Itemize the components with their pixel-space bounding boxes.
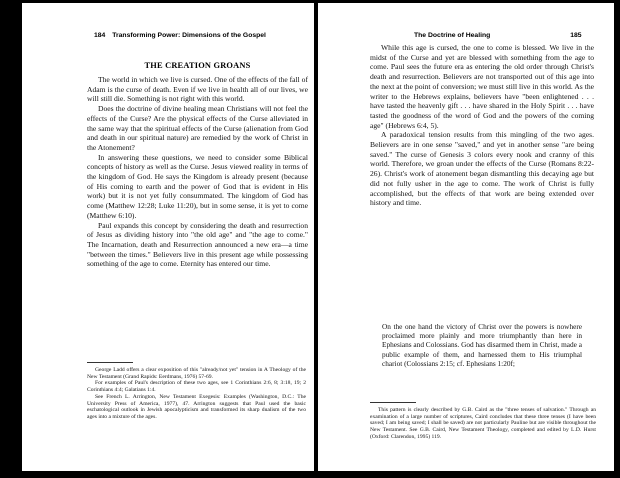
footnote-rule <box>370 402 416 403</box>
right-page <box>318 3 614 471</box>
left-footnotes <box>87 357 306 421</box>
paragraph: Paul expands this concept by considering the death and resurrection of Jesus as dividing history into "the old age" and "the age to come." The Incarnation, death and Resurrection announced a new era—a time "between the times." Believers live in this present age while possessing something of the age to come. Eternity has entered our time. <box>87 220 308 269</box>
right-page-number: 185 <box>570 32 582 39</box>
left-page-number: 184 <box>94 32 106 39</box>
block-quote <box>382 322 582 368</box>
footnote: This pattern is clearly described by G.B. Caird as the "three tenses of salvation." Through an examination of a large number of scriptures, Caird concludes that these three tenses (I have been saved; I am being saved; I shall be saved) are not particularly Pauline but are visible throughout the New Testament. See G.B. Caird, New Testament Theology, completed and edited by L.D. Hurst (Oxford: Clarendon, 1995) 119. <box>370 407 596 440</box>
right-body <box>370 43 594 208</box>
paragraph: A paradoxical tension results from this mingling of the two ages. Believers are in one sense "saved," and yet in another sense "are being saved." The curse of Genesis 3 colors every nook and cranny of this world. Therefore, we groan under the effects of the Curse (Romans 8:22-26). Christ's work of atonement began dismantling this decaying age but did not fully usher in the age to come. The work of Christ is fully accomplished, but the effects of that work are being extended over history and time. <box>370 130 594 208</box>
left-running-head-title: Transforming Power: Dimensions of the Gospel <box>112 32 266 39</box>
paragraph: While this age is cursed, the one to come is blessed. We live in the midst of the Curse and yet are blessed with something from the age to come. Paul sees the future era as entering the old order through Christ's death and resurrection. Believers are not transported out of this age into the next at the point of conversion; we must still live in this world. As the writer to the Hebrews explains, believers have "been enlightened . . . have tasted the heavenly gift . . . have shared in the Holy Spirit . . . have tasted the goodness of the word of God and the powers of the coming age" (Hebrews 6:4, 5). <box>370 43 594 130</box>
footnote: See French L. Arrington, New Testament Exegesis: Examples (Washington, D.C.: The University Press of America, 1977), 47. Arrington suggests that Paul used the basic eschatological outlook in Jewish apocalypticism and transformed its sharp dualism of the two ages into a mixture of the ages. <box>87 393 306 420</box>
footnote: George Ladd offers a clear exposition of this "already/not yet" tension in A Theology of the New Testament (Grand Rapids: Eerdmans, 1976) 57-69. <box>87 367 306 380</box>
right-running-head-title: The Doctrine of Healing <box>414 32 491 39</box>
block-quote-text: On the one hand the victory of Christ over the powers is nowhere proclaimed more plainly and more triumphantly than here in Ephesians and Colossians. God has disarmed them in Christ, made a public example of them, and harnessed them to His triumphal chariot (Colossians 2:15; cf. Ephesians 1:20f; <box>382 322 582 368</box>
left-page <box>22 3 314 471</box>
section-title: THE CREATION GROANS <box>144 61 251 70</box>
paragraph: Does the doctrine of divine healing mean Christians will not feel the effects of the Curse? Are the physical effects of the Curse alleviated in the same way that the spiritual effects of the Curse (alienation from God and death in our spiritual nature) are remedied by the work of Christ in the Atonement? <box>87 104 308 152</box>
left-running-head <box>94 32 266 39</box>
footnote: For examples of Paul's description of these two ages, see 1 Corinthians 2:6, 8; 3:18, 19; 2 Corinthians 4:4; Galatians 1:4. <box>87 380 306 394</box>
right-footnotes <box>370 397 596 441</box>
paragraph: In answering these questions, we need to consider some Biblical concepts of history as well as the Curse. Jesus viewed reality in terms of the kingdom of God. He says the Kingdom is already present (because of His coming to earth and the power of God that is evident in His work) but it is not yet fully consummated. The kingdom of God has come (Matthew 12:28; Luke 11:20), but in some sense, it is yet to come (Matthew 6:10). <box>87 152 308 220</box>
footnote-rule <box>87 362 133 363</box>
paragraph: The world in which we live is cursed. One of the effects of the fall of Adam is the curse of death. Even if we live in health all of our lives, we will still die. Something is not right with this world. <box>87 75 308 104</box>
right-running-head <box>414 32 582 39</box>
left-body <box>87 61 308 269</box>
